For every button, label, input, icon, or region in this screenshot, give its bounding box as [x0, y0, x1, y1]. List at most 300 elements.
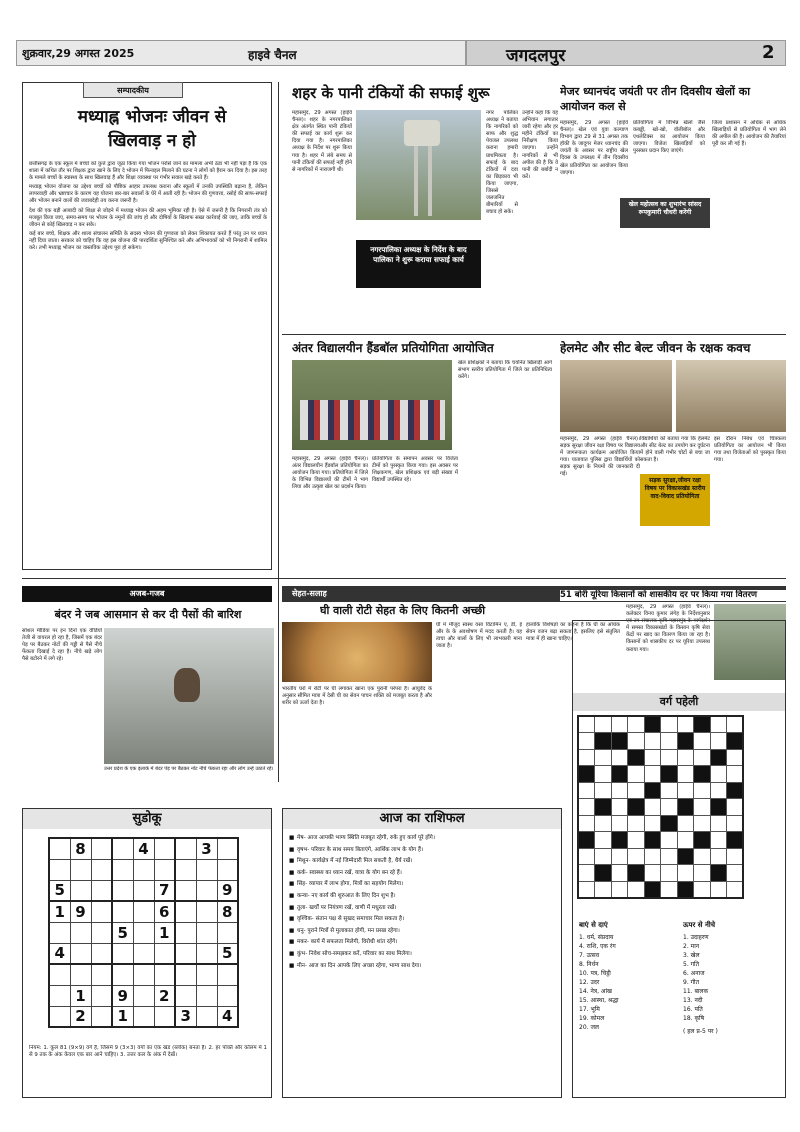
crossword-black-cell: [710, 749, 727, 766]
sudoku-cell[interactable]: [196, 922, 217, 943]
crossword-cell[interactable]: [710, 733, 727, 750]
sudoku-cell[interactable]: [133, 901, 154, 922]
crossword-grid[interactable]: [577, 715, 744, 899]
tanks-col1: महासमुंद, 29 अगस्त (हाईवे चैनल)। शहर के नगरपालिका क्षेत्र अंतर्गत स्थित पानी टंकियों की सफाई का कार्य शुरू कर दिया गया है। नगरपालिका अध्यक्ष के निर्देश पर शुरू किया गया है। शहर में लंबे समय से पानी टंकियों की सफाई नहीं होने से नागरिकों में नाराजगी थी।: [292, 110, 352, 173]
monkey-photo: [104, 628, 274, 764]
sudoku-cell[interactable]: [91, 943, 112, 964]
sudoku-cell[interactable]: 1: [154, 922, 175, 943]
crossword-black-cell: [661, 766, 678, 783]
horoscope-item: ■ कुंभ- निवेश सोच-समझकर करें, परिवार का साथ मिलेगा।: [289, 950, 412, 957]
farmers-body: महासमुंद, 29 अगस्त (हाईवे चैनल)। कलेक्टर विनय कुमार लंगेह के निर्देशानुसार एवं उप संचालक कृषि महासमुंद के मार्गदर्शन में समस्त विकासखंडों के किसान कृषि सेवा केंद्रों पर खाद का वितरण किया जा रहा है। किसानों को शासकीय दर पर यूरिया उपलब्ध कराया गया।: [626, 604, 710, 653]
horoscope-item: ■ मेष- आज आपकी भाग्य स्थिति मजबूत रहेगी, रुके हुए कार्य पूरे होंगे।: [289, 835, 435, 841]
crossword-cell[interactable]: [644, 865, 661, 882]
monkey-body: सोशल मीडिया पर इन दिनों एक वीडियो तेजी से वायरल हो रहा है, जिसमें एक बंदर पेड़ पर बैठकर नोटों की गड्डी से पैसे नीचे फेंकता दिखाई दे रहा है। नीचे खड़े लोग पैसे बटोरने में लगे रहे।: [22, 628, 102, 663]
sudoku-row: [49, 922, 238, 943]
sudoku-cell[interactable]: 9: [70, 901, 91, 922]
horoscope-box: [282, 808, 562, 1098]
tanks-headline: शहर के पानी टंकियों की सफाई शुरू: [292, 84, 490, 102]
crossword-cell[interactable]: [661, 782, 678, 799]
crossword-cell[interactable]: [578, 865, 595, 882]
crossword-cell[interactable]: [611, 848, 628, 865]
helmet-col2: विद्यार्थियों को बताया गया कि हेलमेट और सीट बेल्ट का उपयोग कर दुर्घटना में होने वाली गंभीर चोटों से बचा जा सकता है।: [640, 436, 710, 464]
horoscope-item: ■ वृषभ- परिवार के साथ समय बिताएंगे, आर्थिक लाभ के योग हैं।: [289, 846, 424, 853]
sudoku-cell[interactable]: [175, 943, 196, 964]
sudoku-cell[interactable]: 2: [70, 1006, 91, 1027]
crossword-cell[interactable]: [644, 766, 661, 783]
bullet-icon: ■: [289, 950, 295, 957]
crossword-black-cell: [644, 832, 661, 849]
sudoku-cell[interactable]: [133, 964, 154, 985]
editorial-tag: सम्पादकीय: [83, 82, 183, 98]
health-col3: हालांकि विशेषज्ञों का कहना है कि घी का अधिक सेवन वजन बढ़ा सकता है, इसलिए इसे संतुलित मात्रा में ही खाना चाहिए।: [526, 622, 620, 643]
crossword-clue: 5. गति: [683, 961, 699, 968]
sudoku-cell[interactable]: [175, 838, 196, 859]
crossword-box: [572, 620, 786, 1098]
issue-date: शुक्रवार,29 अगस्त 2025: [22, 47, 135, 60]
crossword-cell[interactable]: [644, 749, 661, 766]
crossword-cell[interactable]: [694, 749, 711, 766]
sudoku-cell[interactable]: [217, 922, 238, 943]
crossword-black-cell: [628, 799, 645, 816]
crossword-clue: 13. नदी: [683, 997, 703, 1004]
sudoku-cell[interactable]: 5: [217, 943, 238, 964]
sudoku-cell[interactable]: [91, 1006, 112, 1027]
crossword-black-cell: [694, 716, 711, 733]
crossword-cell[interactable]: [710, 832, 727, 849]
crossword-cell[interactable]: [628, 832, 645, 849]
sudoku-cell[interactable]: [91, 964, 112, 985]
crossword-cell[interactable]: [694, 815, 711, 832]
sudoku-cell[interactable]: 1: [49, 901, 70, 922]
crossword-row: [578, 782, 743, 799]
crossword-clue: 10. पत्र, चिट्ठी: [579, 970, 611, 977]
page-number: 2: [762, 42, 775, 63]
bullet-icon: ■: [289, 892, 295, 899]
row-divider: [22, 578, 786, 579]
editorial-para: कई बार बच्चे, शिक्षक और शाला संचालन समिति के सदस्य भोजन की गुणवत्ता को लेकर शिकायत करते हैं परंतु उन पर ध्यान नहीं दिया जाता। सरकार को चाहिए कि वह इस योजना की पारदर्शिता सुनिश्चित करे और अभिभावकों को भी निगरानी में शामिल करे। तभी मध्याह्न भोजन का वास्तविक उद्देश्य पूरा हो सकेगा।: [29, 230, 267, 252]
crossword-clue: 16. पति: [683, 1006, 703, 1013]
crossword-cell[interactable]: [611, 716, 628, 733]
helmet-col3: इस दौरान निबंध एवं चित्रकला प्रतियोगिता का आयोजन भी किया गया तथा विजेताओं को पुरस्कृत किया गया।: [714, 436, 786, 464]
crossword-cell[interactable]: [578, 848, 595, 865]
sudoku-row: [49, 964, 238, 985]
crossword-cell[interactable]: [644, 799, 661, 816]
crossword-cell[interactable]: [727, 749, 744, 766]
crossword-black-cell: [595, 865, 612, 882]
sudoku-cell[interactable]: [217, 838, 238, 859]
crossword-black-cell: [677, 799, 694, 816]
crossword-cell[interactable]: [578, 782, 595, 799]
editorial-body: [29, 161, 267, 563]
crossword-cell[interactable]: [611, 815, 628, 832]
crossword-cell[interactable]: [628, 848, 645, 865]
monkey-tag-text: अजब-गजब: [129, 589, 165, 598]
sudoku-cell[interactable]: [196, 901, 217, 922]
crossword-cell[interactable]: [578, 799, 595, 816]
sudoku-row: [49, 838, 238, 859]
sudoku-box: [22, 808, 272, 1098]
sudoku-cell[interactable]: 4: [133, 838, 154, 859]
editorial-headline: मध्याह्न भोजनः जीवन से खिलवाड़ न हो: [77, 107, 227, 151]
crossword-cell[interactable]: [727, 815, 744, 832]
sudoku-cell[interactable]: [133, 922, 154, 943]
crossword-black-cell: [644, 881, 661, 898]
sudoku-cell[interactable]: [91, 880, 112, 901]
sudoku-cell[interactable]: [49, 838, 70, 859]
crossword-cell[interactable]: [694, 881, 711, 898]
monkey-figure: [174, 668, 200, 702]
crossword-row: [578, 881, 743, 898]
sudoku-cell[interactable]: [217, 859, 238, 880]
crossword-cell[interactable]: [578, 881, 595, 898]
crossword-black-cell: [694, 832, 711, 849]
crossword-black-cell: [611, 733, 628, 750]
crossword-cell[interactable]: [611, 799, 628, 816]
sudoku-row: [49, 880, 238, 901]
crossword-black-cell: [694, 766, 711, 783]
crossword-cell[interactable]: [710, 815, 727, 832]
sudoku-cell[interactable]: 1: [70, 985, 91, 1006]
crossword-cell[interactable]: [677, 782, 694, 799]
crossword-cell[interactable]: [727, 799, 744, 816]
tanks-callout: [356, 240, 481, 288]
crossword-black-cell: [644, 716, 661, 733]
sudoku-cell[interactable]: 4: [217, 1006, 238, 1027]
crossword-cell[interactable]: [710, 782, 727, 799]
masthead: [16, 40, 786, 66]
sudoku-cell[interactable]: [154, 838, 175, 859]
crossword-cell[interactable]: [611, 782, 628, 799]
helmet-col1: महासमुंद, 29 अगस्त (हाईवे चैनल)। सड़क सुरक्षा जीवन रक्षा विषय पर विद्यालय में जागरूकता कार्यक्रम आयोजित किया गया। यातायात पुलिस द्वारा विद्यार्थियों को सड़क सुरक्षा के नियमों की जानकारी दी गई।: [560, 436, 640, 478]
sudoku-cell[interactable]: [196, 985, 217, 1006]
horoscope-title-bar: [283, 809, 561, 829]
sudoku-cell[interactable]: 4: [49, 943, 70, 964]
sudoku-cell[interactable]: [112, 943, 133, 964]
crossword-row: [578, 832, 743, 849]
sudoku-cell[interactable]: [112, 859, 133, 880]
crossword-cell[interactable]: [611, 865, 628, 882]
handball-photo: [292, 360, 452, 450]
sudoku-cell[interactable]: [175, 985, 196, 1006]
sudoku-row: [49, 943, 238, 964]
crossword-black-cell: [611, 766, 628, 783]
sudoku-cell[interactable]: 1: [112, 1006, 133, 1027]
crossword-row: [578, 716, 743, 733]
crossword-clue: 9. गीत: [683, 979, 699, 986]
horoscope-item: ■ मिथुन- कार्यक्षेत्र में नई जिम्मेदारी मिल सकती है, धैर्य रखें।: [289, 858, 413, 865]
crossword-clue: 2. मान: [683, 943, 700, 950]
crossword-black-cell: [628, 865, 645, 882]
sudoku-cell[interactable]: [217, 985, 238, 1006]
sudoku-cell[interactable]: [133, 943, 154, 964]
across-title: बाएं से दाएं: [579, 921, 608, 929]
crossword-cell[interactable]: [595, 815, 612, 832]
crossword-cell[interactable]: [578, 749, 595, 766]
sudoku-cell[interactable]: 3: [175, 1006, 196, 1027]
monkey-tag: [22, 586, 272, 602]
dhyanchand-col3: जिला प्रशासन ने अधिक से अधिक खिलाड़ियों से प्रतियोगिता में भाग लेने की अपील की है। आयोजन की तैयारियां पूरी कर ली गई हैं।: [712, 120, 786, 148]
crossword-row: [578, 749, 743, 766]
crossword-cell[interactable]: [677, 766, 694, 783]
sudoku-cell[interactable]: 9: [112, 985, 133, 1006]
crossword-cell[interactable]: [595, 782, 612, 799]
sudoku-cell[interactable]: [49, 922, 70, 943]
crossword-cell[interactable]: [661, 848, 678, 865]
horoscope-item: ■ कर्क- स्वास्थ्य का ध्यान रखें, यात्रा के योग बन रहे हैं।: [289, 869, 402, 876]
sudoku-cell[interactable]: [175, 901, 196, 922]
helmet-photo-2: [676, 360, 786, 432]
sudoku-cell[interactable]: [70, 859, 91, 880]
crossword-cell[interactable]: [595, 848, 612, 865]
editorial-box: [22, 82, 272, 570]
sudoku-cell[interactable]: [133, 880, 154, 901]
sudoku-cell[interactable]: [49, 985, 70, 1006]
sudoku-rules: नियम: 1. कुल 81 (9×9) वर्ग हैं, जिसमें 9 (3×3) वर्गों का एक खंड (ब्लॉक) बनता है। 2. हर पंक्ति और कॉलम में 1 से 9 तक के अंक केवल एक बार आने चाहिए। 3. उत्तर कल के अंक में देखें।: [29, 1045, 267, 1059]
crossword-title-bar: [573, 693, 785, 711]
sudoku-cell[interactable]: [49, 1006, 70, 1027]
crossword-black-cell: [677, 733, 694, 750]
sudoku-cell[interactable]: [112, 964, 133, 985]
sudoku-cell[interactable]: [175, 859, 196, 880]
helmet-callout-text: सड़क सुरक्षा,जीवन रक्षा विषय पर विकासखंड स्तरीय वाद-विवाद प्रतियोगिता: [644, 477, 706, 500]
crossword-black-cell: [677, 881, 694, 898]
sudoku-cell[interactable]: [196, 859, 217, 880]
crossword-cell[interactable]: [694, 848, 711, 865]
dhyanchand-headline: मेजर ध्यानचंद जयंती पर तीन दिवसीय खेलों का आयोजन कल से: [560, 85, 751, 113]
bullet-icon: ■: [289, 939, 295, 946]
crossword-black-cell: [595, 799, 612, 816]
sudoku-cell[interactable]: 3: [196, 838, 217, 859]
horoscope-item: ■ धनु- पुराने मित्रों से मुलाकात होगी, मन प्रसन्न रहेगा।: [289, 927, 400, 934]
crossword-row: [578, 848, 743, 865]
sudoku-cell[interactable]: [70, 964, 91, 985]
helmet-headline: हेलमेट और सीट बेल्ट जीवन के रक्षक कवच: [560, 341, 751, 355]
crossword-clue: 11. बालक: [683, 988, 709, 995]
editorial-para: मध्याह्न भोजन योजना का उद्देश्य बच्चों को पौष्टिक आहार उपलब्ध कराना और स्कूलों में उनकी उपस्थिति बढ़ाना है, लेकिन लापरवाही और भ्रष्टाचार के कारण यह योजना बार-बार सवालों के घेरे में आती रही है। भोजन की गुणवत्ता, रसोई की साफ-सफाई और भोजन बनाने वालों की जवाबदेही तय करना जरूरी है।: [29, 184, 267, 205]
crossword-row: [578, 815, 743, 832]
bullet-icon: ■: [289, 927, 295, 934]
crossword-cell[interactable]: [628, 782, 645, 799]
sudoku-cell[interactable]: [133, 1006, 154, 1027]
crossword-black-cell: [644, 782, 661, 799]
horoscope-item: ■ कन्या- नए कार्य की शुरुआत के लिए दिन शुभ है।: [289, 892, 396, 899]
crossword-clue: 15. आस्था, श्रद्धा: [579, 997, 619, 1004]
bullet-icon: ■: [289, 846, 295, 853]
crossword-cell[interactable]: [578, 815, 595, 832]
crossword-cell[interactable]: [578, 716, 595, 733]
sudoku-cell[interactable]: [196, 1006, 217, 1027]
sudoku-cell[interactable]: [112, 880, 133, 901]
crossword-clue: 1. उदाहरण: [683, 934, 709, 941]
sudoku-cell[interactable]: 2: [154, 985, 175, 1006]
bullet-icon: ■: [289, 904, 295, 911]
crossword-black-cell: [727, 782, 744, 799]
crossword-clue: 3. खेल: [683, 952, 700, 959]
crossword-clue: 14. नेत्र, आंख: [579, 988, 612, 995]
health-col2: घी में मौजूद स्वस्थ वसा विटामिन ए, डी, ई और के के अवशोषण में मदद करती है। यह त्वचा और बालों के लिए भी लाभकारी माना जाता है।: [436, 622, 522, 650]
crossword-cell[interactable]: [710, 716, 727, 733]
crossword-cell[interactable]: [595, 832, 612, 849]
roti-photo: [282, 622, 432, 682]
crossword-cell[interactable]: [677, 716, 694, 733]
sudoku-cell[interactable]: [175, 964, 196, 985]
sudoku-cell[interactable]: [70, 943, 91, 964]
sudoku-grid[interactable]: [48, 837, 239, 1028]
city-name: जगदलपुर: [506, 46, 566, 66]
crossword-cell[interactable]: [727, 716, 744, 733]
crossword-cell[interactable]: [727, 881, 744, 898]
crossword-cell[interactable]: [694, 799, 711, 816]
crossword-row: [578, 865, 743, 882]
crossword-across: [579, 921, 679, 1091]
monkey-headline: बंदर ने जब आसमान से कर दी पैसों की बारिश: [54, 608, 242, 621]
sudoku-cell[interactable]: [70, 922, 91, 943]
horoscope-item: ■ तुला- खर्चों पर नियंत्रण रखें, वाणी में मधुरता रखें।: [289, 904, 397, 911]
sudoku-cell[interactable]: 5: [112, 922, 133, 943]
sudoku-cell[interactable]: [217, 964, 238, 985]
sudoku-cell[interactable]: 7: [154, 880, 175, 901]
crossword-black-cell: [611, 832, 628, 849]
crossword-clue: 1. धर्म, संप्रदाय: [579, 934, 614, 941]
dhyanchand-col1: महासमुंद, 29 अगस्त (हाईवे चैनल)। खेल एवं युवा कल्याण विभाग द्वारा 29 से 31 अगस्त तक हॉकी के जादूगर मेजर ध्यानचंद की जयंती के अवसर पर राष्ट्रीय खेल दिवस के उपलक्ष्य में तीन दिवसीय खेल प्रतियोगिता का आयोजन किया जाएगा।: [560, 120, 628, 176]
sudoku-title: सुडोकू: [132, 811, 162, 826]
crossword-cell[interactable]: [727, 865, 744, 882]
sudoku-cell[interactable]: [154, 1006, 175, 1027]
sudoku-cell[interactable]: [133, 859, 154, 880]
crossword-black-cell: [578, 832, 595, 849]
crossword-black-cell: [595, 733, 612, 750]
crossword-cell[interactable]: [710, 766, 727, 783]
crossword-cell[interactable]: [661, 799, 678, 816]
crossword-cell[interactable]: [661, 832, 678, 849]
crossword-cell[interactable]: [644, 733, 661, 750]
crossword-cell[interactable]: [727, 766, 744, 783]
sudoku-cell[interactable]: 8: [70, 838, 91, 859]
crossword-cell[interactable]: [677, 865, 694, 882]
bullet-icon: ■: [289, 962, 295, 969]
sudoku-cell[interactable]: [196, 943, 217, 964]
crossword-cell[interactable]: [694, 733, 711, 750]
crossword-black-cell: [727, 733, 744, 750]
sudoku-cell[interactable]: [49, 964, 70, 985]
tank-pillar: [428, 146, 432, 216]
crossword-cell[interactable]: [727, 848, 744, 865]
tanks-col2: नगर पालिका अध्यक्ष ने बताया कि नागरिकों को साफ और शुद्ध पेयजल उपलब्ध कराना हमारी प्राथमिकता है। सफाई के बाद टंकियों में दवा का छिड़काव भी किया जाएगा, जिससे जलजनित बीमारियों से बचाव हो सके।: [486, 110, 518, 216]
crossword-cell[interactable]: [710, 881, 727, 898]
tanks-col3: उन्होंने कहा कि यह अभियान लगातार जारी रहेगा और हर महीने टंकियों का निरीक्षण किया जाएगा। उन्होंने नागरिकों से भी अपील की है कि वे पानी की बर्बादी न करें।: [522, 110, 558, 180]
sudoku-cell[interactable]: [196, 880, 217, 901]
crossword-cell[interactable]: [628, 733, 645, 750]
players-group: [300, 400, 445, 440]
sudoku-cell[interactable]: [91, 838, 112, 859]
horoscope-item: ■ मीन- आज का दिन आपके लिए अच्छा रहेगा, भाग्य साथ देगा।: [289, 962, 422, 969]
crossword-clue: 4. राशि, एक रंग: [579, 943, 616, 950]
crossword-cell[interactable]: [628, 815, 645, 832]
crossword-black-cell: [710, 865, 727, 882]
tanks-photo: [356, 110, 481, 220]
sudoku-cell[interactable]: [112, 901, 133, 922]
sudoku-cell[interactable]: [133, 985, 154, 1006]
sudoku-cell[interactable]: [175, 922, 196, 943]
crossword-cell[interactable]: [595, 881, 612, 898]
sudoku-cell[interactable]: [49, 859, 70, 880]
crossword-cell[interactable]: [628, 881, 645, 898]
health-col1: भारतीय घरों में रोटी पर घी लगाकर खाना एक पुरानी परंपरा है। आयुर्वेद के अनुसार सीमित मात्रा में देसी घी का सेवन पाचन शक्ति को मजबूत करता है और शरीर को ऊर्जा देता है।: [282, 686, 432, 707]
crossword-cell[interactable]: [578, 733, 595, 750]
crossword-cell[interactable]: [595, 716, 612, 733]
horoscope-title: आज का राशिफल: [379, 811, 465, 826]
paper-name: हाइवे चैनल: [248, 48, 297, 62]
sudoku-cell[interactable]: [154, 964, 175, 985]
crossword-clue: 8. निर्धन: [579, 961, 599, 968]
crossword-cell[interactable]: [595, 749, 612, 766]
bullet-icon: ■: [289, 869, 295, 876]
row-divider: [282, 334, 786, 335]
crossword-cell[interactable]: [677, 832, 694, 849]
sudoku-cell[interactable]: 9: [217, 880, 238, 901]
crossword-clue: 12. उदर: [579, 979, 600, 986]
crossword-cell[interactable]: [661, 733, 678, 750]
sudoku-cell[interactable]: [70, 880, 91, 901]
health-headline: घी वाली रोटी सेहत के लिए कितनी अच्छी: [320, 604, 486, 617]
farmers-headline: 51 बोरी यूरिया किसानों को शासकीय दर पर किया गया वितरण: [560, 590, 786, 601]
crossword-cell[interactable]: [694, 782, 711, 799]
crossword-title: वर्ग पहेली: [659, 695, 699, 708]
sudoku-cell[interactable]: [175, 880, 196, 901]
horoscope-item: ■ सिंह- व्यापार में लाभ होगा, मित्रों का सहयोग मिलेगा।: [289, 881, 404, 888]
handball-headline: अंतर विद्यालयीन हैंडबॉल प्रतियोगिता आयोजित: [292, 341, 494, 355]
crossword-cell[interactable]: [611, 881, 628, 898]
sudoku-cell[interactable]: [91, 985, 112, 1006]
sudoku-cell[interactable]: 5: [49, 880, 70, 901]
crossword-cell[interactable]: [595, 766, 612, 783]
handball-col3: खेल प्रशिक्षकों ने बताया कि चयनित खिलाड़ी आगे संभाग स्तरीय प्रतियोगिता में जिले का प्रतिनिधित्व करेंगे।: [458, 360, 552, 381]
bullet-icon: ■: [289, 858, 295, 865]
health-tag-text: सेहत-सलाह: [292, 589, 327, 598]
sudoku-cell[interactable]: [91, 859, 112, 880]
sudoku-cell[interactable]: [196, 964, 217, 985]
sudoku-cell[interactable]: [91, 922, 112, 943]
sudoku-cell[interactable]: 6: [154, 901, 175, 922]
sudoku-cell[interactable]: [91, 901, 112, 922]
crossword-cell[interactable]: [644, 815, 661, 832]
crossword-cell[interactable]: [661, 716, 678, 733]
sudoku-cell[interactable]: [154, 859, 175, 880]
crossword-cell[interactable]: [677, 815, 694, 832]
crossword-cell[interactable]: [644, 848, 661, 865]
crossword-cell[interactable]: [628, 766, 645, 783]
crossword-cell[interactable]: [694, 865, 711, 882]
sudoku-cell[interactable]: 8: [217, 901, 238, 922]
crossword-cell[interactable]: [661, 881, 678, 898]
crossword-note: ( हल प्र-5 पर ): [683, 1028, 718, 1035]
crossword-cell[interactable]: [661, 749, 678, 766]
crossword-cell[interactable]: [710, 848, 727, 865]
crossword-black-cell: [578, 766, 595, 783]
sudoku-cell[interactable]: [112, 838, 133, 859]
crossword-cell[interactable]: [628, 716, 645, 733]
horoscope-item: ■ वृश्चिक- संतान पक्ष से सुखद समाचार मिल सकता है।: [289, 916, 405, 923]
helmet-callout: [640, 474, 710, 526]
crossword-cell[interactable]: [677, 749, 694, 766]
crossword-black-cell: [628, 749, 645, 766]
crossword-cell[interactable]: [661, 865, 678, 882]
bullet-icon: ■: [289, 835, 295, 841]
monkey-caption: उत्तर प्रदेश के एक इलाके में बंदर पेड़ पर बैठकर नोट नीचे फेंकता रहा और लोग उन्हें उठाते रहे।: [104, 766, 274, 772]
crossword-cell[interactable]: [611, 749, 628, 766]
sudoku-cell[interactable]: [154, 943, 175, 964]
sudoku-title-bar: [23, 809, 271, 829]
